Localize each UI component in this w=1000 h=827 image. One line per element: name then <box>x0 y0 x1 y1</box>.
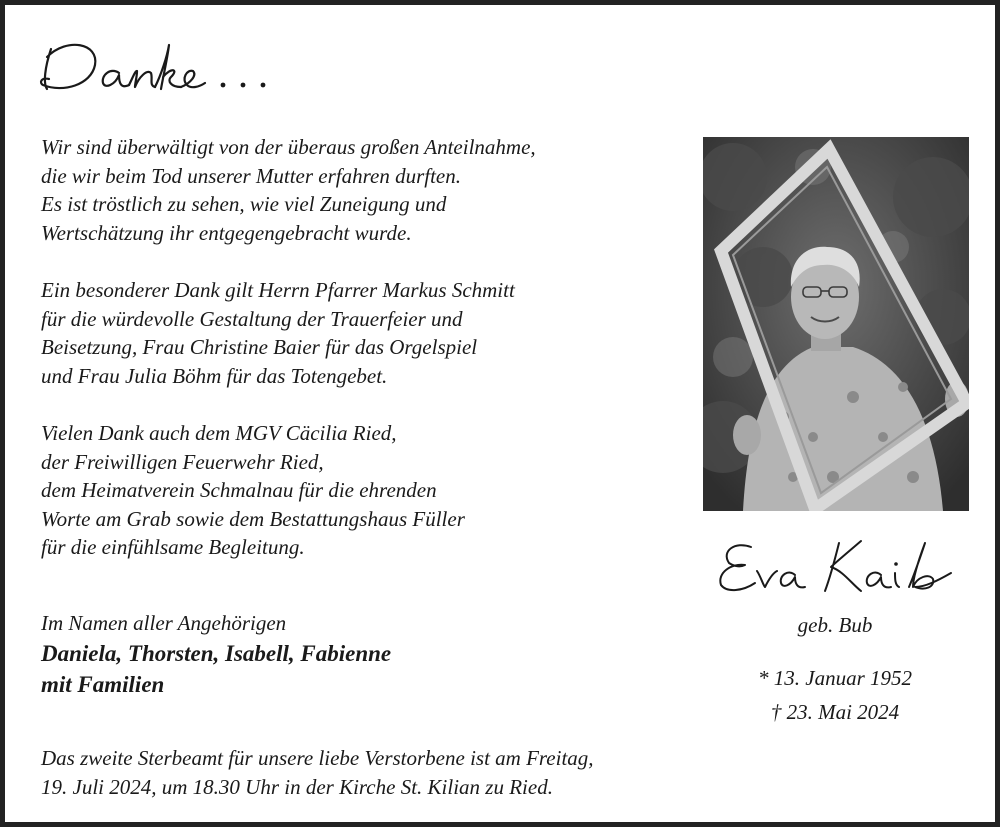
family-names-suffix: mit Familien <box>41 672 165 697</box>
handwritten-name-icon <box>711 533 973 601</box>
text-line: Vielen Dank auch dem MGV Cäcilia Ried, <box>41 420 397 445</box>
text-line: für die einfühlsame Begleitung. <box>41 535 305 560</box>
birth-name: geb. Bub <box>797 613 873 637</box>
signoff <box>41 608 641 700</box>
paragraph-3 <box>41 419 671 562</box>
thank-you-text <box>41 133 671 591</box>
notice-line: 19. Juli 2024, um 18.30 Uhr in der Kirche St. Kilian zu Ried. <box>41 775 553 799</box>
text-line: die wir beim Tod unserer Mutter erfahren durften. <box>41 163 461 188</box>
handwritten-heading-icon <box>37 27 297 105</box>
portrait-photo-icon <box>703 137 969 511</box>
text-line: Wertschätzung ihr entgegengebracht wurde. <box>41 220 412 245</box>
text-line: Ein besonderer Dank gilt Herrn Pfarrer Markus Schmitt <box>41 277 515 302</box>
birth-date: * 13. Januar 1952 <box>758 666 912 690</box>
text-line: für die würdevolle Gestaltung der Trauerfeier und <box>41 306 463 331</box>
portrait-photo <box>703 137 969 511</box>
name-signature <box>711 533 973 601</box>
text-line: und Frau Julia Böhm für das Totengebet. <box>41 363 388 388</box>
text-line: dem Heimatverein Schmalnau für die ehrenden <box>41 478 437 503</box>
text-line: Worte am Grab sowie dem Bestattungshaus Füller <box>41 506 465 531</box>
paragraph-2 <box>41 276 671 390</box>
text-line: Wir sind überwältigt von der überaus großen Anteilnahme, <box>41 135 536 159</box>
text-line: Beisetzung, Frau Christine Baier für das Orgelspiel <box>41 335 478 360</box>
text-line: Es ist tröstlich zu sehen, wie viel Zuneigung und <box>41 192 447 217</box>
heading-danke <box>37 27 297 105</box>
paragraph-1 <box>41 133 671 247</box>
family-names: Daniela, Thorsten, Isabell, Fabienne <box>41 641 392 666</box>
life-dates <box>695 661 975 729</box>
service-notice <box>41 744 741 802</box>
death-date: † 23. Mai 2024 <box>770 700 900 724</box>
signoff-intro: Im Namen aller Angehörigen <box>41 611 287 635</box>
notice-line: Das zweite Sterbeamt für unsere liebe Verstorbene ist am Freitag, <box>41 746 594 770</box>
text-line: der Freiwilligen Feuerwehr Ried, <box>41 449 324 474</box>
